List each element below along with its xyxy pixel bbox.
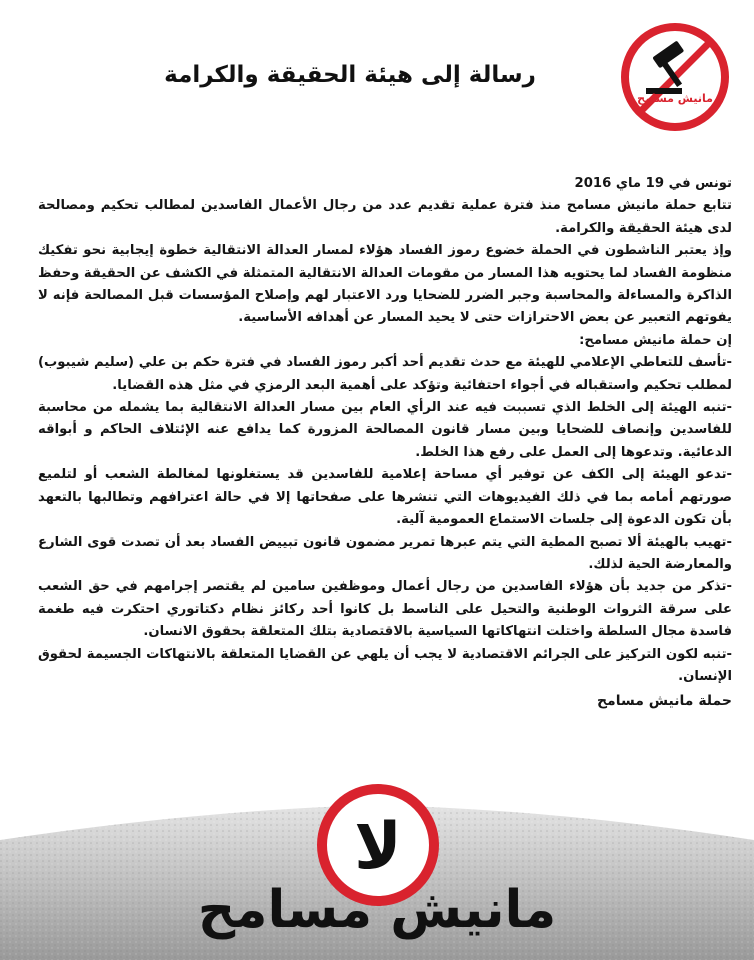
paragraph: -تدعو الهيئة إلى الكف عن توفير أي مساحة إعلامية للفاسدين قد يستغلونها لمغالطة الشعب أو لتلميع صورتهم أمامه بما في ذلك الفيديوهات التي تنشرها على صفحاتها إلا في حالة اعترافهم وتطالبها بالتعهد بأن تكون الدعوة إلى جلسات الاستماع العمومية آلية. (38, 467, 732, 528)
page-title: رسالة إلى هيئة الحقيقة والكرامة (164, 62, 536, 88)
paragraph: -تنبه لكون التركيز على الجرائم الاقتصادية لا يجب أن يلهي عن القضايا المتعلقة بالانتهاكات الجسيمة لحقوق الإنسان. (38, 646, 732, 684)
no-sign-text: لا (354, 810, 402, 884)
signature: حملة مانيش مسامح (596, 693, 732, 710)
letter-date: تونس في 19 ماي 2016 (574, 176, 732, 191)
paragraph: -تأسف للتعاطي الإعلامي للهيئة مع حدث تقديم أحد أكبر رموز الفساد في فترة حكم بن علي (سليم شيبوب) لمطلب تحكيم واستقباله في أجواء احتفائية وتؤكد على أهمية البعد الرمزي في مثل هذه القضايا. (38, 355, 732, 393)
gavel-logo (620, 22, 730, 132)
paragraph: وإذ يعتبر الناشطون في الحملة خضوع رموز الفساد هؤلاء لمسار العدالة الانتقالية خطوة إيجابية نحو تفكيك منظومة الفساد لما يحتويه هذا المسار من مقومات العدالة الانتقالية المتمثلة في الكشف عن الحقيقة وحفظ الذاكرة والمساءلة والمحاسبة وجبر الضرر للضحايا ورد الاعتبار لهم وإصلاح المؤسسات قبل المصالحة فإنه لا يفوتهم التعبير عن بعض الاحترازات حتى لا يحيد المسار عن أهدافه الأساسية. (37, 243, 732, 326)
logo-text: مانيش مسامح (637, 92, 713, 105)
campaign-name: مانيش مسامح (197, 880, 557, 940)
paragraph: تتابع حملة مانيش مسامح منذ فترة عملية تقديم عدد من رجال الأعمال الفاسدين لمطالب تحكيم ومصالحة لدى هيئة الحقيقة والكرامة. (38, 198, 732, 236)
paragraph: -تذكر من جديد بأن هؤلاء الفاسدين من رجال أعمال وموظفين سامين لم يقتصر إجرامهم في حق الشعب على سرقة الثروات الوطنية والتحيل على الناسط بل كانوا أحد ركائز نظام دكتاتوري احتكرت فيه طغمة فاسدة مجال السلطة واختلت انتهاكاتها السياسية بالاقتصادية بتلك المتعلقة بحقوق الانسان. (38, 579, 732, 640)
paragraph: إن حملة مانيش مسامح: (579, 332, 732, 348)
letter-body (38, 173, 732, 713)
paragraph: -تهيب بالهيئة ألا تصبح المطية التي يتم عبرها تمرير مضمون قانون تبييض الفساد بعد أن تصدت قوى الشارع والمعارضة الحية لذلك. (38, 534, 732, 572)
paragraph: -تنبه الهيئة إلى الخلط الذي تسببت فيه عند الرأي العام بين مسار العدالة الانتقالية بما يشمله من محاسبة للفاسدين وإنصاف للضحايا وبين مسار قانون المصالحة المزورة كما يدافع عنه الإئتلاف الحاكم و أبواقه الدعائية. وتدعوها إلى العمل على رفع هذا الخلط. (38, 400, 732, 460)
